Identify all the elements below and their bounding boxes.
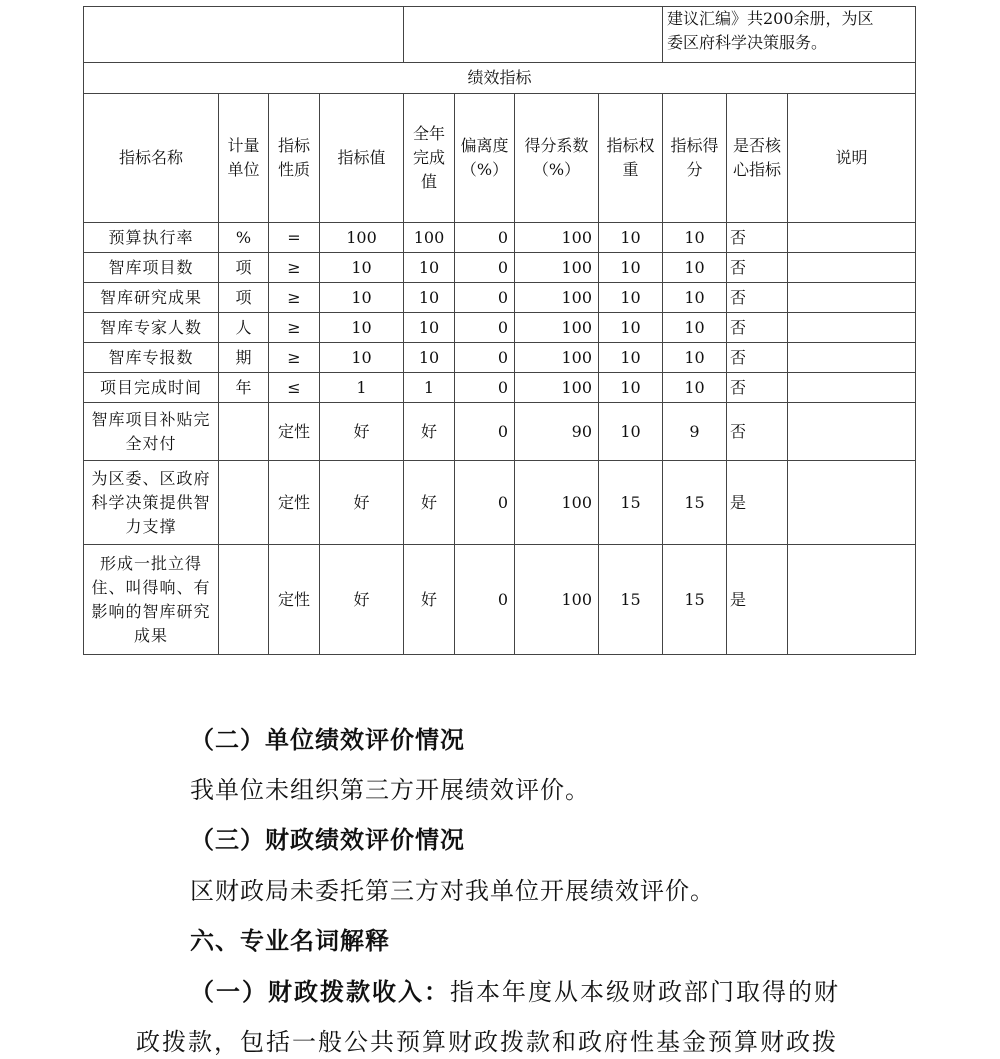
score-coefficient-cell: 100 — [515, 343, 599, 373]
paragraph-fiscal-income-line2: 政拨款，包括一般公共预算财政拨款和政府性基金预算财政拨 — [136, 1028, 838, 1056]
nature-cell: ≤ — [269, 373, 320, 403]
core-indicator-cell: 是 — [727, 461, 788, 545]
performance-indicator-table — [83, 6, 916, 655]
unit-cell: 项 — [219, 283, 269, 313]
header-score-line: 分 — [686, 160, 703, 179]
note-cell — [788, 343, 916, 373]
actual-value-cell: 好 — [404, 403, 455, 461]
indicator-name-line: 影响的智库研究 — [91, 601, 211, 621]
indicator-name-cell — [84, 373, 219, 403]
header-weight-line: 重 — [622, 160, 639, 179]
target-value-cell: 10 — [320, 253, 404, 283]
deviation-cell: 0 — [455, 545, 515, 655]
score-cell: 15 — [663, 545, 727, 655]
score-cell: 10 — [663, 313, 727, 343]
score-coefficient-cell: 100 — [515, 283, 599, 313]
note-cell — [788, 373, 916, 403]
header-core-indicator-line: 是否核 — [732, 136, 781, 155]
header-target-value-line: 指标值 — [337, 148, 386, 167]
header-unit-line: 计量 — [227, 136, 260, 155]
indicator-name-cell — [84, 343, 219, 373]
core-indicator-cell: 否 — [727, 223, 788, 253]
note-cell — [788, 253, 916, 283]
weight-cell: 10 — [599, 313, 663, 343]
score-coefficient-cell: 100 — [515, 461, 599, 545]
score-cell: 15 — [663, 461, 727, 545]
indicator-name-cell — [84, 545, 219, 655]
deviation-cell: 0 — [455, 461, 515, 545]
nature-cell: 定性 — [269, 545, 320, 655]
header-target-value — [320, 94, 404, 223]
table-row — [84, 313, 916, 343]
continuation-text-line2: 委区府科学决策服务。 — [667, 33, 828, 52]
score-coefficient-cell: 100 — [515, 223, 599, 253]
indicator-name-cell — [84, 461, 219, 545]
score-cell: 10 — [663, 253, 727, 283]
header-deviation-line: 偏离度 — [460, 136, 509, 155]
indicator-name-line: 科学决策提供智 — [91, 492, 211, 512]
score-cell: 9 — [663, 403, 727, 461]
indicator-name-line: 智库研究成果 — [99, 287, 202, 307]
indicator-name-line: 智库项目数 — [108, 257, 194, 277]
header-note — [788, 94, 916, 223]
score-coefficient-cell: 100 — [515, 313, 599, 343]
score-coefficient-cell: 100 — [515, 545, 599, 655]
score-coefficient-cell: 100 — [515, 373, 599, 403]
header-nature-line: 指标 — [277, 136, 310, 155]
deviation-cell: 0 — [455, 403, 515, 461]
nature-cell: ≥ — [269, 253, 320, 283]
core-indicator-cell: 否 — [727, 343, 788, 373]
deviation-cell: 0 — [455, 313, 515, 343]
header-actual-value-line: 全年 — [412, 124, 445, 143]
actual-value-cell: 10 — [404, 283, 455, 313]
table-row — [84, 253, 916, 283]
score-cell: 10 — [663, 283, 727, 313]
section-title: 绩效指标 — [84, 63, 916, 94]
header-score-line: 指标得 — [670, 136, 719, 155]
continuation-row — [84, 7, 916, 63]
deviation-cell: 0 — [455, 373, 515, 403]
indicator-name-cell — [84, 403, 219, 461]
header-score-coefficient — [515, 94, 599, 223]
indicator-name-line: 智库专报数 — [108, 347, 194, 367]
target-value-cell: 好 — [320, 403, 404, 461]
header-deviation-line: （%） — [460, 160, 509, 179]
continuation-cell-middle — [404, 7, 663, 63]
nature-cell: 定性 — [269, 403, 320, 461]
target-value-cell: 10 — [320, 343, 404, 373]
header-deviation — [455, 94, 515, 223]
indicator-name-line: 智库项目补贴完 — [91, 409, 211, 429]
header-note-line: 说明 — [835, 148, 868, 167]
heading-finance-evaluation: （三）财政绩效评价情况 — [190, 825, 465, 854]
note-cell — [788, 403, 916, 461]
unit-cell: % — [219, 223, 269, 253]
nature-cell: 定性 — [269, 461, 320, 545]
nature-cell: = — [269, 223, 320, 253]
target-value-cell: 1 — [320, 373, 404, 403]
target-value-cell: 10 — [320, 313, 404, 343]
note-cell — [788, 223, 916, 253]
actual-value-cell: 100 — [404, 223, 455, 253]
deviation-cell: 0 — [455, 283, 515, 313]
weight-cell: 10 — [599, 223, 663, 253]
header-unit-line: 单位 — [227, 160, 260, 179]
note-cell — [788, 313, 916, 343]
table-row — [84, 283, 916, 313]
indicator-name-line: 全对付 — [125, 433, 177, 453]
score-cell: 10 — [663, 343, 727, 373]
actual-value-cell: 好 — [404, 545, 455, 655]
indicator-name-line: 住、叫得响、有 — [91, 577, 211, 597]
header-core-indicator-line: 心指标 — [732, 160, 781, 179]
nature-cell: ≥ — [269, 283, 320, 313]
section-title-row — [84, 63, 916, 94]
core-indicator-cell: 否 — [727, 253, 788, 283]
table-row — [84, 461, 916, 545]
actual-value-cell: 好 — [404, 461, 455, 545]
weight-cell: 10 — [599, 343, 663, 373]
deviation-cell: 0 — [455, 223, 515, 253]
nature-cell: ≥ — [269, 313, 320, 343]
note-cell — [788, 461, 916, 545]
target-value-cell: 10 — [320, 283, 404, 313]
table-row — [84, 373, 916, 403]
weight-cell: 10 — [599, 403, 663, 461]
term-fiscal-income: （一）财政拨款收入： — [190, 977, 450, 1006]
weight-cell: 15 — [599, 461, 663, 545]
header-indicator-name-line: 指标名称 — [118, 148, 183, 167]
indicator-name-line: 智库专家人数 — [99, 317, 202, 337]
indicator-name-cell — [84, 313, 219, 343]
indicator-name-line: 项目完成时间 — [99, 377, 202, 397]
table-row — [84, 223, 916, 253]
score-coefficient-cell: 90 — [515, 403, 599, 461]
table-row — [84, 343, 916, 373]
indicator-name-cell — [84, 253, 219, 283]
score-cell: 10 — [663, 223, 727, 253]
nature-cell: ≥ — [269, 343, 320, 373]
weight-cell: 10 — [599, 283, 663, 313]
weight-cell: 10 — [599, 373, 663, 403]
paragraph-unit-evaluation: 我单位未组织第三方开展绩效评价。 — [190, 776, 590, 804]
unit-cell — [219, 545, 269, 655]
header-score-coefficient-line: （%） — [532, 160, 581, 179]
unit-cell — [219, 461, 269, 545]
header-weight — [599, 94, 663, 223]
core-indicator-cell: 否 — [727, 403, 788, 461]
actual-value-cell: 10 — [404, 313, 455, 343]
score-coefficient-cell: 100 — [515, 253, 599, 283]
unit-cell — [219, 403, 269, 461]
actual-value-cell: 10 — [404, 253, 455, 283]
header-score — [663, 94, 727, 223]
header-unit — [219, 94, 269, 223]
indicator-name-line: 力支撑 — [125, 516, 177, 536]
heading-unit-evaluation: （二）单位绩效评价情况 — [190, 725, 465, 754]
header-actual-value — [404, 94, 455, 223]
weight-cell: 10 — [599, 253, 663, 283]
note-cell — [788, 545, 916, 655]
indicator-name-line: 成果 — [133, 625, 168, 645]
header-nature-line: 性质 — [277, 160, 310, 179]
paragraph-fiscal-income-line1 — [190, 977, 840, 1007]
indicator-name-cell — [84, 223, 219, 253]
header-core-indicator — [727, 94, 788, 223]
target-value-cell: 好 — [320, 461, 404, 545]
continuation-text-line1: 建议汇编》共200余册，为区 — [667, 9, 874, 28]
paragraph-finance-evaluation: 区财政局未委托第三方对我单位开展绩效评价。 — [190, 877, 715, 905]
table-row — [84, 545, 916, 655]
core-indicator-cell: 否 — [727, 283, 788, 313]
core-indicator-cell: 否 — [727, 313, 788, 343]
indicator-name-cell — [84, 283, 219, 313]
unit-cell: 人 — [219, 313, 269, 343]
target-value-cell: 100 — [320, 223, 404, 253]
table-row — [84, 403, 916, 461]
header-actual-value-line: 完成 — [412, 148, 445, 167]
header-indicator-name — [84, 94, 219, 223]
note-cell — [788, 283, 916, 313]
core-indicator-cell: 是 — [727, 545, 788, 655]
core-indicator-cell: 否 — [727, 373, 788, 403]
score-cell: 10 — [663, 373, 727, 403]
header-nature — [269, 94, 320, 223]
unit-cell: 年 — [219, 373, 269, 403]
deviation-cell: 0 — [455, 253, 515, 283]
heading-term-explanation: 六、专业名词解释 — [190, 926, 390, 955]
unit-cell: 项 — [219, 253, 269, 283]
header-row — [84, 94, 916, 223]
deviation-cell: 0 — [455, 343, 515, 373]
actual-value-cell: 1 — [404, 373, 455, 403]
continuation-cell-text — [663, 7, 916, 63]
header-actual-value-line: 值 — [420, 172, 437, 191]
weight-cell: 15 — [599, 545, 663, 655]
unit-cell: 期 — [219, 343, 269, 373]
actual-value-cell: 10 — [404, 343, 455, 373]
indicator-name-line: 为区委、区政府 — [91, 468, 211, 488]
indicator-name-line: 预算执行率 — [108, 227, 194, 247]
continuation-cell-left — [84, 7, 404, 63]
target-value-cell: 好 — [320, 545, 404, 655]
header-weight-line: 指标权 — [606, 136, 655, 155]
indicator-name-line: 形成一批立得 — [99, 553, 202, 573]
fiscal-income-definition: 指本年度从本级财政部门取得的财 — [450, 978, 840, 1006]
header-score-coefficient-line: 得分系数 — [524, 136, 589, 155]
